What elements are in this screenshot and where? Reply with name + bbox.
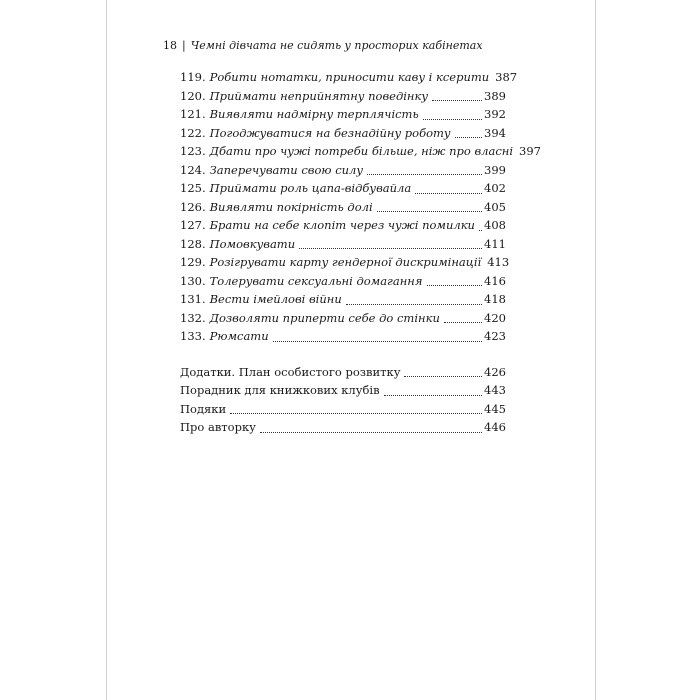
dot-leader <box>479 229 482 231</box>
entry-page-number: 445 <box>484 401 506 416</box>
dot-leader <box>367 173 482 175</box>
page-number: 18 <box>163 39 177 52</box>
entry-title: Помовкувати <box>209 236 296 251</box>
backmatter-entry <box>180 383 506 402</box>
entry-title: Додатки. План особистого розвитку <box>180 364 401 379</box>
entry-number: 125. <box>180 181 206 195</box>
entry-number: 119. <box>180 70 206 84</box>
entry-title: Толерувати сексуальні домагання <box>209 273 423 288</box>
entry-page-number: 416 <box>484 273 506 288</box>
running-head <box>163 39 483 52</box>
entry-title: Дбати про чужі потреби більше, ніж про власні <box>209 144 514 158</box>
dot-leader <box>455 136 482 138</box>
entry-number: 127. <box>180 218 206 232</box>
entry-number: 123. <box>180 144 206 158</box>
dot-leader <box>432 99 482 101</box>
chapter-entry <box>180 292 506 311</box>
dot-leader <box>346 303 482 305</box>
entry-title: Погоджуватися на безнадійну роботу <box>209 125 451 140</box>
entry-title: Брати на себе клопіт через чужі помилки <box>209 218 475 232</box>
entry-number: 122. <box>180 125 206 140</box>
dot-leader <box>423 118 482 120</box>
entry-page-number: 397 <box>519 144 541 158</box>
chapter-entry <box>180 163 506 182</box>
chapter-entry <box>180 181 506 200</box>
entry-number: 121. <box>180 107 206 121</box>
entry-number: 131. <box>180 292 206 306</box>
dot-leader <box>377 210 482 212</box>
chapter-entry <box>180 255 510 274</box>
entry-page-number: 426 <box>484 364 506 379</box>
backmatter-entry <box>180 420 506 439</box>
chapter-entry <box>180 311 506 330</box>
chapter-entry <box>180 89 506 108</box>
entry-page-number: 446 <box>484 420 506 434</box>
dot-leader <box>444 321 482 323</box>
entry-title: Приймати неприйнятну поведінку <box>209 88 429 103</box>
entry-title: Розігрувати карту гендерної дискримінації <box>209 255 482 269</box>
chapter-entry <box>180 274 506 293</box>
entry-title: Рюмсати <box>209 329 269 343</box>
dot-leader <box>299 247 482 249</box>
book-page <box>106 0 596 700</box>
entry-page-number: 392 <box>484 107 506 121</box>
dot-leader <box>230 412 482 414</box>
entry-title: Дозволяти приперти себе до стінки <box>209 310 440 325</box>
dot-leader <box>273 340 482 342</box>
entry-page-number: 394 <box>484 125 506 140</box>
dot-leader <box>404 375 482 377</box>
chapter-entry <box>180 237 506 256</box>
entry-number: 128. <box>180 236 206 251</box>
dot-leader <box>415 192 482 194</box>
entry-title: Заперечувати свою силу <box>209 162 364 177</box>
entry-page-number: 418 <box>484 292 506 306</box>
entry-title: Подяки <box>180 401 227 416</box>
entry-number: 126. <box>180 199 206 214</box>
dot-leader <box>384 394 483 396</box>
backmatter-list <box>180 365 506 439</box>
table-of-contents <box>180 70 541 439</box>
entry-number: 124. <box>180 162 206 177</box>
entry-page-number: 408 <box>484 218 506 232</box>
entry-page-number: 387 <box>495 70 518 84</box>
chapter-entry <box>180 144 541 163</box>
backmatter-entry <box>180 365 506 384</box>
chapter-entry <box>180 218 506 237</box>
entry-title: Вести імейлові війни <box>209 292 342 306</box>
entry-title: Приймати роль цапа-відбувайла <box>209 181 412 195</box>
backmatter-entry <box>180 402 506 421</box>
entry-page-number: 413 <box>487 255 510 269</box>
entry-number: 120. <box>180 88 206 103</box>
entry-page-number: 423 <box>484 329 506 343</box>
entry-number: 132. <box>180 310 206 325</box>
chapter-entry <box>180 126 506 145</box>
entry-title: Порадник для книжкових клубів <box>180 383 380 397</box>
section-gap <box>180 348 506 365</box>
entry-title: Про авторку <box>180 420 256 434</box>
book-title: Чемні дівчата не сидять у просторих кабінетах <box>190 39 483 52</box>
entry-page-number: 420 <box>484 310 506 325</box>
chapter-entry <box>180 70 518 89</box>
chapter-entry <box>180 200 506 219</box>
entry-page-number: 443 <box>484 383 506 397</box>
chapter-entry <box>180 329 506 348</box>
entry-page-number: 389 <box>484 88 506 103</box>
entry-number: 129. <box>180 255 206 269</box>
header-separator: | <box>182 39 186 52</box>
entry-page-number: 411 <box>484 236 506 251</box>
entry-page-number: 402 <box>484 181 506 195</box>
dot-leader <box>260 431 482 433</box>
entry-page-number: 399 <box>484 162 506 177</box>
dot-leader <box>427 284 483 286</box>
entry-number: 133. <box>180 329 206 343</box>
chapter-entry <box>180 107 506 126</box>
entry-title: Виявляти покірність долі <box>209 199 373 214</box>
entry-title: Робити нотатки, приносити каву і ксерити <box>209 70 490 84</box>
chapter-list <box>180 70 541 348</box>
entry-number: 130. <box>180 273 206 288</box>
entry-title: Виявляти надмірну терплячість <box>209 107 419 121</box>
entry-page-number: 405 <box>484 199 506 214</box>
